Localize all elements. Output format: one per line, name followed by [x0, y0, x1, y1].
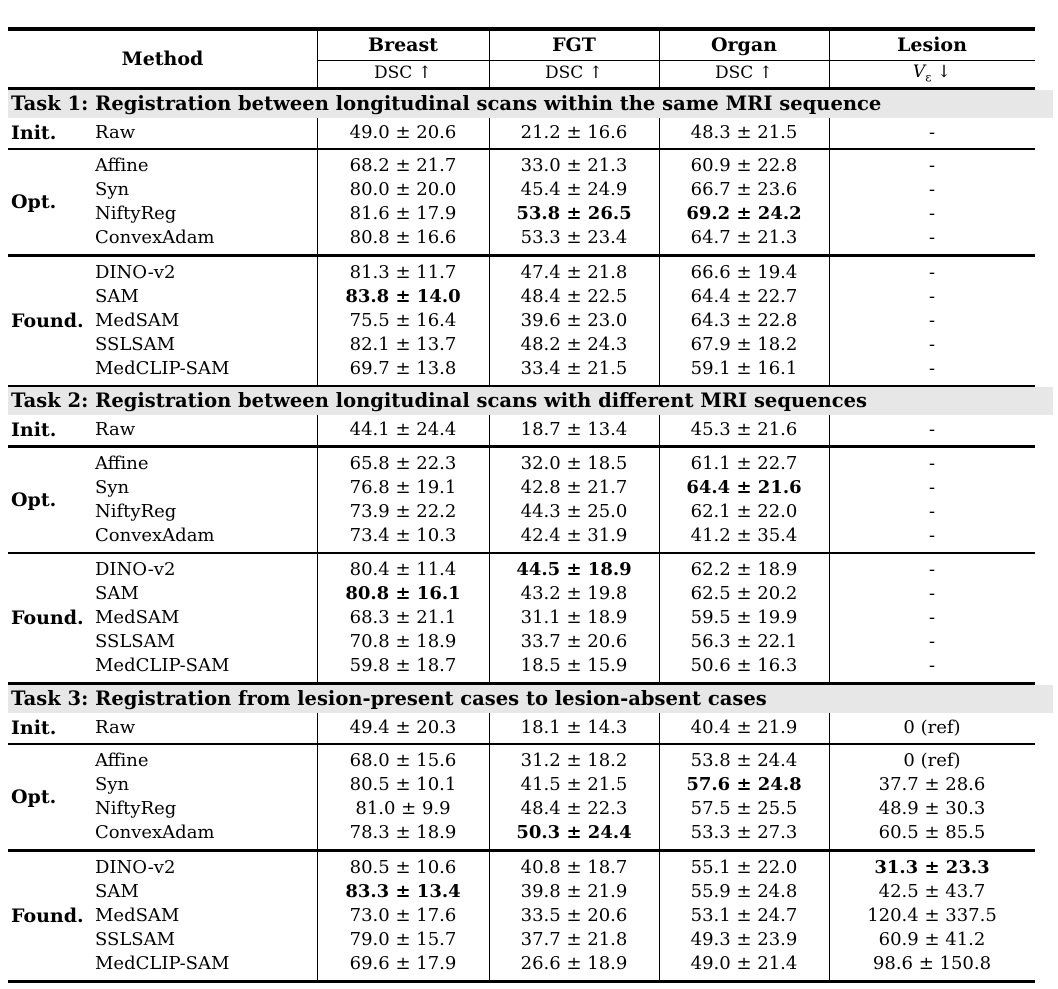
- value-cell: 53.3 ± 23.4: [520, 227, 628, 248]
- value-cell: 42.5 ± 43.7: [878, 880, 986, 902]
- value-cell: 21.2 ± 16.6: [520, 121, 628, 143]
- value-cell: 39.6 ± 23.0: [520, 309, 628, 331]
- method-name: Raw: [95, 121, 136, 143]
- table-row: [8, 357, 1035, 381]
- value-cell: 0 (ref): [903, 716, 961, 738]
- method-name: Affine: [95, 452, 149, 474]
- value-cell: 45.4 ± 24.9: [520, 179, 628, 200]
- method-name: Syn: [95, 476, 130, 498]
- column-separator: [317, 415, 318, 445]
- method-name: Raw: [95, 419, 136, 440]
- column-separator: [489, 257, 490, 385]
- column-header-organ: Organ: [711, 34, 777, 56]
- method-group-opt: [8, 150, 1035, 254]
- table-row: [8, 154, 1035, 178]
- value-cell: 44.5 ± 18.9: [516, 559, 632, 580]
- value-cell: 59.1 ± 16.1: [690, 357, 798, 379]
- column-separator: [317, 852, 318, 980]
- method-name: NiftyReg: [95, 203, 177, 224]
- table-row: [8, 582, 1035, 606]
- table-body: [8, 90, 1035, 984]
- value-cell: 57.6 ± 24.8: [686, 774, 802, 795]
- value-cell: 42.8 ± 21.7: [520, 476, 628, 498]
- value-cell: 98.6 ± 150.8: [872, 952, 992, 974]
- table-header: [8, 31, 1035, 87]
- method-group-init: [8, 415, 1035, 445]
- category-label: Found.: [11, 607, 84, 629]
- table-row: [8, 654, 1035, 678]
- column-separator: [489, 415, 490, 445]
- column-separator: [829, 852, 830, 980]
- metric-label: $V_\varepsilon$ ↓: [912, 61, 952, 85]
- category-label: Init.: [11, 121, 57, 144]
- value-cell: 64.4 ± 21.6: [686, 476, 802, 498]
- method-group-found: [8, 554, 1035, 682]
- value-cell: 64.4 ± 22.7: [690, 285, 798, 307]
- column-separator: [829, 150, 830, 254]
- value-cell: 81.0 ± 9.9: [355, 798, 451, 819]
- table-row: [8, 452, 1035, 476]
- value-cell: 31.3 ± 23.3: [874, 856, 990, 878]
- column-separator: [659, 415, 660, 445]
- value-cell: -: [928, 419, 936, 440]
- value-cell: 76.8 ± 19.1: [349, 476, 457, 498]
- value-cell: -: [928, 333, 936, 355]
- method-name: Affine: [95, 750, 149, 771]
- value-cell: 33.7 ± 20.6: [520, 631, 628, 652]
- metric-label: DSC ↑: [715, 63, 773, 83]
- column-separator: [829, 554, 830, 682]
- method-column-header: Method: [121, 47, 204, 70]
- column-separator: [659, 713, 660, 743]
- table-row: [8, 121, 1035, 145]
- table-row: [8, 226, 1035, 250]
- value-cell: 49.0 ± 20.6: [349, 121, 457, 143]
- value-cell: 69.7 ± 13.8: [349, 357, 457, 379]
- value-cell: 26.6 ± 18.9: [520, 952, 628, 974]
- value-cell: 37.7 ± 28.6: [878, 774, 986, 795]
- method-name: ConvexAdam: [95, 822, 215, 843]
- task-section-header: Task 2: Registration between longitudinal scans with different MRI sequences: [8, 387, 1053, 415]
- method-name: NiftyReg: [95, 798, 177, 819]
- column-separator: [659, 257, 660, 385]
- method-name: Affine: [95, 155, 149, 176]
- value-cell: 66.6 ± 19.4: [690, 261, 798, 283]
- method-name: Syn: [95, 774, 130, 795]
- value-cell: 81.6 ± 17.9: [349, 203, 457, 224]
- method-name: MedCLIP-SAM: [95, 952, 230, 974]
- value-cell: 53.8 ± 24.4: [690, 750, 798, 771]
- value-cell: -: [928, 261, 936, 283]
- value-cell: 81.3 ± 11.7: [349, 261, 457, 283]
- value-cell: -: [928, 607, 936, 628]
- value-cell: 120.4 ± 337.5: [867, 904, 997, 926]
- method-name: MedSAM: [95, 607, 180, 628]
- method-name: SSLSAM: [95, 333, 176, 355]
- value-cell: 32.0 ± 18.5: [520, 452, 628, 474]
- column-header-lesion: Lesion: [897, 34, 967, 56]
- method-name: SAM: [95, 285, 139, 307]
- category-label: Found.: [11, 309, 84, 332]
- value-cell: 31.2 ± 18.2: [520, 750, 628, 771]
- value-cell: 48.2 ± 24.3: [520, 333, 628, 355]
- column-separator: [489, 745, 490, 849]
- table-row: [8, 797, 1035, 821]
- value-cell: -: [928, 227, 936, 248]
- method-name: DINO-v2: [95, 559, 176, 580]
- value-cell: 37.7 ± 21.8: [520, 928, 628, 950]
- method-name: MedSAM: [95, 904, 180, 926]
- value-cell: 70.8 ± 18.9: [349, 631, 457, 652]
- value-cell: 53.1 ± 24.7: [690, 904, 798, 926]
- value-cell: 55.9 ± 24.8: [690, 880, 798, 902]
- column-separator: [489, 150, 490, 254]
- column-separator: [829, 713, 830, 743]
- divider: [8, 980, 1035, 984]
- value-cell: 40.4 ± 21.9: [690, 716, 798, 738]
- table-row: [8, 773, 1035, 797]
- value-cell: 64.3 ± 22.8: [690, 309, 798, 331]
- table-row: [8, 418, 1035, 442]
- column-separator: [489, 554, 490, 682]
- column-headers-row: [317, 31, 1035, 60]
- value-cell: -: [928, 452, 936, 474]
- value-cell: 75.5 ± 16.4: [349, 309, 457, 331]
- value-cell: 48.3 ± 21.5: [690, 121, 798, 143]
- value-cell: -: [928, 583, 936, 604]
- method-group-init: [8, 713, 1035, 743]
- method-name: SSLSAM: [95, 631, 176, 652]
- value-cell: 64.7 ± 21.3: [690, 227, 798, 248]
- table-row: [8, 856, 1035, 880]
- method-group-found: [8, 257, 1035, 385]
- value-cell: 55.1 ± 22.0: [690, 856, 798, 878]
- column-separator: [659, 118, 660, 148]
- value-cell: 62.2 ± 18.9: [690, 559, 798, 580]
- metric-label: DSC ↑: [545, 63, 603, 83]
- column-separator: [829, 745, 830, 849]
- category-label: Init.: [11, 419, 57, 441]
- value-cell: 44.1 ± 24.4: [349, 419, 457, 440]
- value-cell: -: [928, 476, 936, 498]
- value-cell: 69.6 ± 17.9: [349, 952, 457, 974]
- column-separator: [659, 554, 660, 682]
- table-row: [8, 285, 1035, 309]
- value-cell: -: [928, 631, 936, 652]
- value-cell: 59.8 ± 18.7: [349, 655, 457, 676]
- column-separator: [317, 554, 318, 682]
- value-cell: 53.3 ± 27.3: [690, 822, 798, 843]
- table-row: [8, 178, 1035, 202]
- value-cell: 0 (ref): [903, 750, 961, 771]
- value-cell: 39.8 ± 21.9: [520, 880, 628, 902]
- column-separator: [489, 852, 490, 980]
- value-cell: 31.1 ± 18.9: [520, 607, 628, 628]
- method-name: MedCLIP-SAM: [95, 655, 230, 676]
- column-separator: [317, 31, 318, 87]
- column-separator: [659, 852, 660, 980]
- table-row: [8, 630, 1035, 654]
- value-cell: 83.8 ± 14.0: [345, 285, 461, 307]
- table-row: [8, 904, 1035, 928]
- value-cell: 80.5 ± 10.1: [349, 774, 457, 795]
- value-cell: 60.5 ± 85.5: [878, 822, 986, 843]
- method-group-opt: [8, 745, 1035, 849]
- column-separator: [659, 745, 660, 849]
- method-name: DINO-v2: [95, 856, 176, 878]
- value-cell: 50.3 ± 24.4: [516, 822, 632, 843]
- value-cell: 42.4 ± 31.9: [520, 524, 628, 546]
- method-name: Raw: [95, 716, 136, 738]
- table-row: [8, 821, 1035, 845]
- column-separator: [489, 448, 490, 552]
- table-row: [8, 606, 1035, 630]
- value-cell: 82.1 ± 13.7: [349, 333, 457, 355]
- method-name: SSLSAM: [95, 928, 176, 950]
- value-cell: 68.0 ± 15.6: [349, 750, 457, 771]
- method-name: DINO-v2: [95, 261, 176, 283]
- value-cell: 67.9 ± 18.2: [690, 333, 798, 355]
- value-cell: 48.4 ± 22.3: [520, 798, 628, 819]
- category-label: Found.: [11, 904, 84, 927]
- value-cell: 48.4 ± 22.5: [520, 285, 628, 307]
- metric-label: DSC ↑: [374, 63, 432, 83]
- column-separator: [829, 31, 830, 87]
- method-group-found: [8, 852, 1035, 980]
- value-cell: 80.8 ± 16.1: [345, 583, 461, 604]
- table-row: [8, 202, 1035, 226]
- value-cell: 73.0 ± 17.6: [349, 904, 457, 926]
- value-cell: -: [928, 309, 936, 331]
- table-row: [8, 261, 1035, 285]
- value-cell: 61.1 ± 22.7: [690, 452, 798, 474]
- category-label: Opt.: [11, 786, 57, 808]
- value-cell: 40.8 ± 18.7: [520, 856, 628, 878]
- method-name: SAM: [95, 583, 139, 604]
- table-row: [8, 333, 1035, 357]
- value-cell: -: [928, 155, 936, 176]
- value-cell: 33.0 ± 21.3: [520, 155, 628, 176]
- value-cell: -: [928, 357, 936, 379]
- task-section-header: Task 1: Registration between longitudinal scans within the same MRI sequence: [8, 90, 1053, 118]
- method-name: ConvexAdam: [95, 524, 215, 546]
- value-cell: 18.7 ± 13.4: [520, 419, 628, 440]
- value-cell: -: [928, 121, 936, 143]
- column-separator: [317, 713, 318, 743]
- value-cell: 33.5 ± 20.6: [520, 904, 628, 926]
- value-cell: 33.4 ± 21.5: [520, 357, 628, 379]
- category-label: Init.: [11, 716, 57, 739]
- value-cell: 50.6 ± 16.3: [690, 655, 798, 676]
- method-group-init: [8, 118, 1035, 148]
- table-row: [8, 476, 1035, 500]
- value-cell: 45.3 ± 21.6: [690, 419, 798, 440]
- column-separator: [659, 448, 660, 552]
- value-cell: 73.9 ± 22.2: [349, 500, 457, 522]
- method-name: MedCLIP-SAM: [95, 357, 230, 379]
- column-separator: [489, 713, 490, 743]
- value-cell: 62.1 ± 22.0: [690, 500, 798, 522]
- column-separator: [489, 31, 490, 87]
- column-separator: [317, 745, 318, 849]
- value-cell: 83.3 ± 13.4: [345, 880, 461, 902]
- column-separator: [829, 257, 830, 385]
- value-cell: 79.0 ± 15.7: [349, 928, 457, 950]
- method-group-opt: [8, 448, 1035, 552]
- value-cell: -: [928, 559, 936, 580]
- table-row: [8, 952, 1035, 976]
- value-cell: 57.5 ± 25.5: [690, 798, 798, 819]
- value-cell: 68.3 ± 21.1: [349, 607, 457, 628]
- metric-headers-row: [317, 60, 1035, 86]
- method-name: SAM: [95, 880, 139, 902]
- value-cell: 60.9 ± 22.8: [690, 155, 798, 176]
- table-row: [8, 309, 1035, 333]
- column-separator: [829, 448, 830, 552]
- method-name: MedSAM: [95, 309, 180, 331]
- value-cell: -: [928, 500, 936, 522]
- table-row: [8, 500, 1035, 524]
- value-cell: 43.2 ± 19.8: [520, 583, 628, 604]
- method-name: ConvexAdam: [95, 227, 215, 248]
- value-cell: 47.4 ± 21.8: [520, 261, 628, 283]
- value-cell: 65.8 ± 22.3: [349, 452, 457, 474]
- column-separator: [317, 448, 318, 552]
- table-row: [8, 524, 1035, 548]
- column-header-fgt: FGT: [552, 34, 596, 56]
- column-header-breast: Breast: [368, 34, 438, 56]
- value-cell: 66.7 ± 23.6: [690, 179, 798, 200]
- value-cell: 80.4 ± 11.4: [349, 559, 457, 580]
- value-cell: 59.5 ± 19.9: [690, 607, 798, 628]
- value-cell: -: [928, 655, 936, 676]
- value-cell: 48.9 ± 30.3: [878, 798, 986, 819]
- value-cell: 56.3 ± 22.1: [690, 631, 798, 652]
- value-cell: -: [928, 179, 936, 200]
- column-separator: [659, 31, 660, 87]
- table-row: [8, 716, 1035, 740]
- value-cell: 41.5 ± 21.5: [520, 774, 628, 795]
- value-cell: 73.4 ± 10.3: [349, 524, 457, 546]
- table-row: [8, 558, 1035, 582]
- value-cell: 44.3 ± 25.0: [520, 500, 628, 522]
- value-cell: 69.2 ± 24.2: [686, 203, 802, 224]
- value-cell: -: [928, 285, 936, 307]
- value-cell: 68.2 ± 21.7: [349, 155, 457, 176]
- value-cell: 80.5 ± 10.6: [349, 856, 457, 878]
- column-separator: [829, 118, 830, 148]
- value-cell: 62.5 ± 20.2: [690, 583, 798, 604]
- value-cell: 53.8 ± 26.5: [516, 203, 632, 224]
- value-cell: 49.0 ± 21.4: [690, 952, 798, 974]
- value-cell: 41.2 ± 35.4: [690, 524, 798, 546]
- task-section-header: Task 3: Registration from lesion-present cases to lesion-absent cases: [8, 685, 1053, 713]
- column-separator: [829, 415, 830, 445]
- method-name: Syn: [95, 179, 130, 200]
- column-separator: [317, 257, 318, 385]
- column-separator: [317, 150, 318, 254]
- value-cell: -: [928, 203, 936, 224]
- table-row: [8, 928, 1035, 952]
- method-name: NiftyReg: [95, 500, 177, 522]
- column-separator: [659, 150, 660, 254]
- value-cell: 80.8 ± 16.6: [349, 227, 457, 248]
- category-label: Opt.: [11, 191, 57, 213]
- value-cell: 80.0 ± 20.0: [349, 179, 457, 200]
- column-separator: [489, 118, 490, 148]
- results-table: [8, 27, 1035, 983]
- category-label: Opt.: [11, 488, 57, 511]
- value-cell: 49.4 ± 20.3: [349, 716, 457, 738]
- value-cell: 78.3 ± 18.9: [349, 822, 457, 843]
- column-separator: [317, 118, 318, 148]
- table-row: [8, 749, 1035, 773]
- value-cell: 18.5 ± 15.9: [520, 655, 628, 676]
- table-row: [8, 880, 1035, 904]
- value-cell: -: [928, 524, 936, 546]
- value-cell: 18.1 ± 14.3: [520, 716, 628, 738]
- value-cell: 60.9 ± 41.2: [878, 928, 986, 950]
- value-cell: 49.3 ± 23.9: [690, 928, 798, 950]
